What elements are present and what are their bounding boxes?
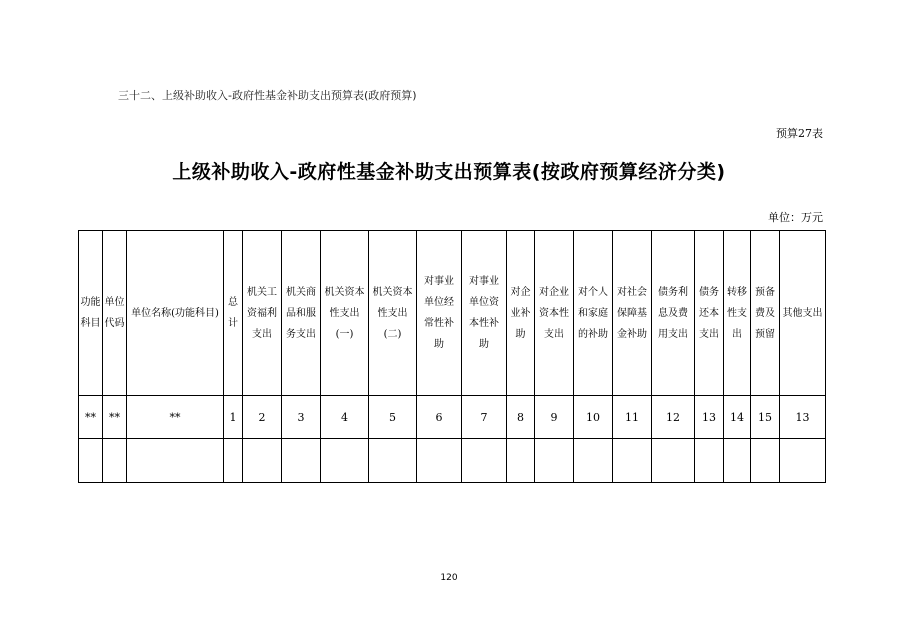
column-header-total [224,231,243,396]
column-code-c4: 4 [321,396,369,439]
column-header-line: 助 [479,339,489,350]
table-cell [462,439,507,483]
column-header-line: 债务 [699,286,719,298]
column-code-unit_name: ** [127,396,224,439]
column-code-c2: 2 [243,396,282,439]
page-number: 120 [440,573,458,583]
table-cell [127,439,224,483]
table-cell [243,439,282,483]
column-header-line: 对社会 [617,286,647,298]
column-code-c10: 10 [574,396,613,439]
column-header-line: 资福利 [247,307,277,319]
column-header-c9 [535,231,574,396]
column-header-line: 机关工 [247,286,277,298]
table-cell [369,439,417,483]
column-header-line: 资本性 [539,307,569,319]
column-header-line: 机关资本 [372,286,413,298]
column-header-line: 的补助 [578,328,608,340]
column-header-line: 还本 [699,307,719,319]
table-cell [103,439,127,483]
column-header-c15 [751,231,780,396]
column-header-c3 [282,231,321,396]
column-header-line: 单位名称(功能科目) [131,307,219,319]
table-cell [535,439,574,483]
table-cell [507,439,535,483]
page-title: 上级补助收入-政府性基金补助支出预算表(按政府预算经济分类) [172,161,726,183]
column-header-c4 [321,231,369,396]
column-code-c6: 6 [417,396,462,439]
header-row [79,231,826,396]
column-header-line: 单位 [104,297,125,308]
column-header-line: 科目 [80,318,101,329]
column-header-unit_code [103,231,127,396]
table-cell [695,439,724,483]
column-header-c12 [652,231,695,396]
column-header-line: 品和服 [286,307,316,319]
table-cell [417,439,462,483]
column-header-line: 债务利 [658,286,688,298]
column-code-c15: 15 [751,396,780,439]
column-header-line: 性支出 [329,307,360,319]
column-header-line: 其他支出 [782,307,823,319]
column-header-line: 计 [228,318,238,329]
column-header-line: 单位资 [469,297,499,308]
column-header-line: 单位经 [424,297,454,308]
column-header-line: 保障基 [617,307,647,319]
column-header-func_code [79,231,103,396]
column-header-line: 支出 [544,328,564,340]
table-cell [780,439,826,483]
column-header-line: 转移 [727,286,747,298]
column-header-line: 预留 [755,328,775,340]
column-header-line: 代码 [104,318,125,329]
table-cell [751,439,780,483]
column-header-line: 预备 [755,286,775,298]
column-code-c5: 5 [369,396,417,439]
column-header-c6 [417,231,462,396]
table-cell [724,439,751,483]
column-number-row [79,396,826,439]
column-header-line: 金补助 [617,328,647,340]
column-header-line: 支出 [252,328,272,340]
column-header-c7 [462,231,507,396]
column-header-line: 用支出 [658,328,688,340]
unit-label: 单位：万元 [768,211,823,224]
budget-table [78,230,826,483]
column-code-c7: 7 [462,396,507,439]
column-header-line: 常性补 [424,318,454,329]
table-cell [613,439,652,483]
column-code-c9: 9 [535,396,574,439]
column-header-c5 [369,231,417,396]
table-cell [574,439,613,483]
table-cell [79,439,103,483]
column-header-line: 性支 [727,307,747,319]
column-header-line: 性支出 [377,307,408,319]
column-header-c14 [724,231,751,396]
column-header-c16 [780,231,826,396]
column-header-line: 对个人 [578,286,608,298]
section-title: 三十二、上级补助收入-政府性基金补助支出预算表(政府预算) [118,89,417,102]
column-code-c11: 11 [613,396,652,439]
column-code-c14: 14 [724,396,751,439]
column-header-line: 出 [732,328,742,340]
column-header-line: 机关商 [286,286,316,298]
column-code-func_code: ** [79,396,103,439]
column-header-line: 务支出 [286,328,316,340]
column-header-c8 [507,231,535,396]
column-code-c12: 12 [652,396,695,439]
column-header-line: 对企 [510,286,531,298]
column-header-c13 [695,231,724,396]
column-header-unit_name [127,231,224,396]
column-header-line: 机关资本 [324,286,365,298]
column-header-c2 [243,231,282,396]
column-header-line: 费及 [755,307,775,319]
column-header-line: 功能 [80,297,101,308]
column-header-c11 [613,231,652,396]
column-code-c8: 8 [507,396,535,439]
column-header-line: 总 [228,297,238,308]
table-cell [224,439,243,483]
table-cell [282,439,321,483]
column-code-total: 1 [224,396,243,439]
column-code-unit_code: ** [103,396,127,439]
column-header-c10 [574,231,613,396]
column-header-line: (二) [383,328,402,340]
column-header-line: 对事业 [424,276,454,287]
column-header-line: 支出 [699,328,719,340]
table-row [79,439,826,483]
column-header-line: 和家庭 [578,307,608,319]
form-number: 预算27表 [776,127,823,140]
table-cell [652,439,695,483]
column-header-line: 对企业 [539,286,569,298]
column-code-c16: 13 [780,396,826,439]
column-header-line: 助 [515,328,526,340]
column-header-line: (一) [335,328,354,340]
column-code-c3: 3 [282,396,321,439]
column-header-line: 本性补 [469,318,499,329]
column-header-line: 业补 [510,307,531,319]
column-header-line: 息及费 [658,307,688,319]
table-cell [321,439,369,483]
column-header-line: 助 [434,339,444,350]
column-code-c13: 13 [695,396,724,439]
column-header-line: 对事业 [469,276,499,287]
